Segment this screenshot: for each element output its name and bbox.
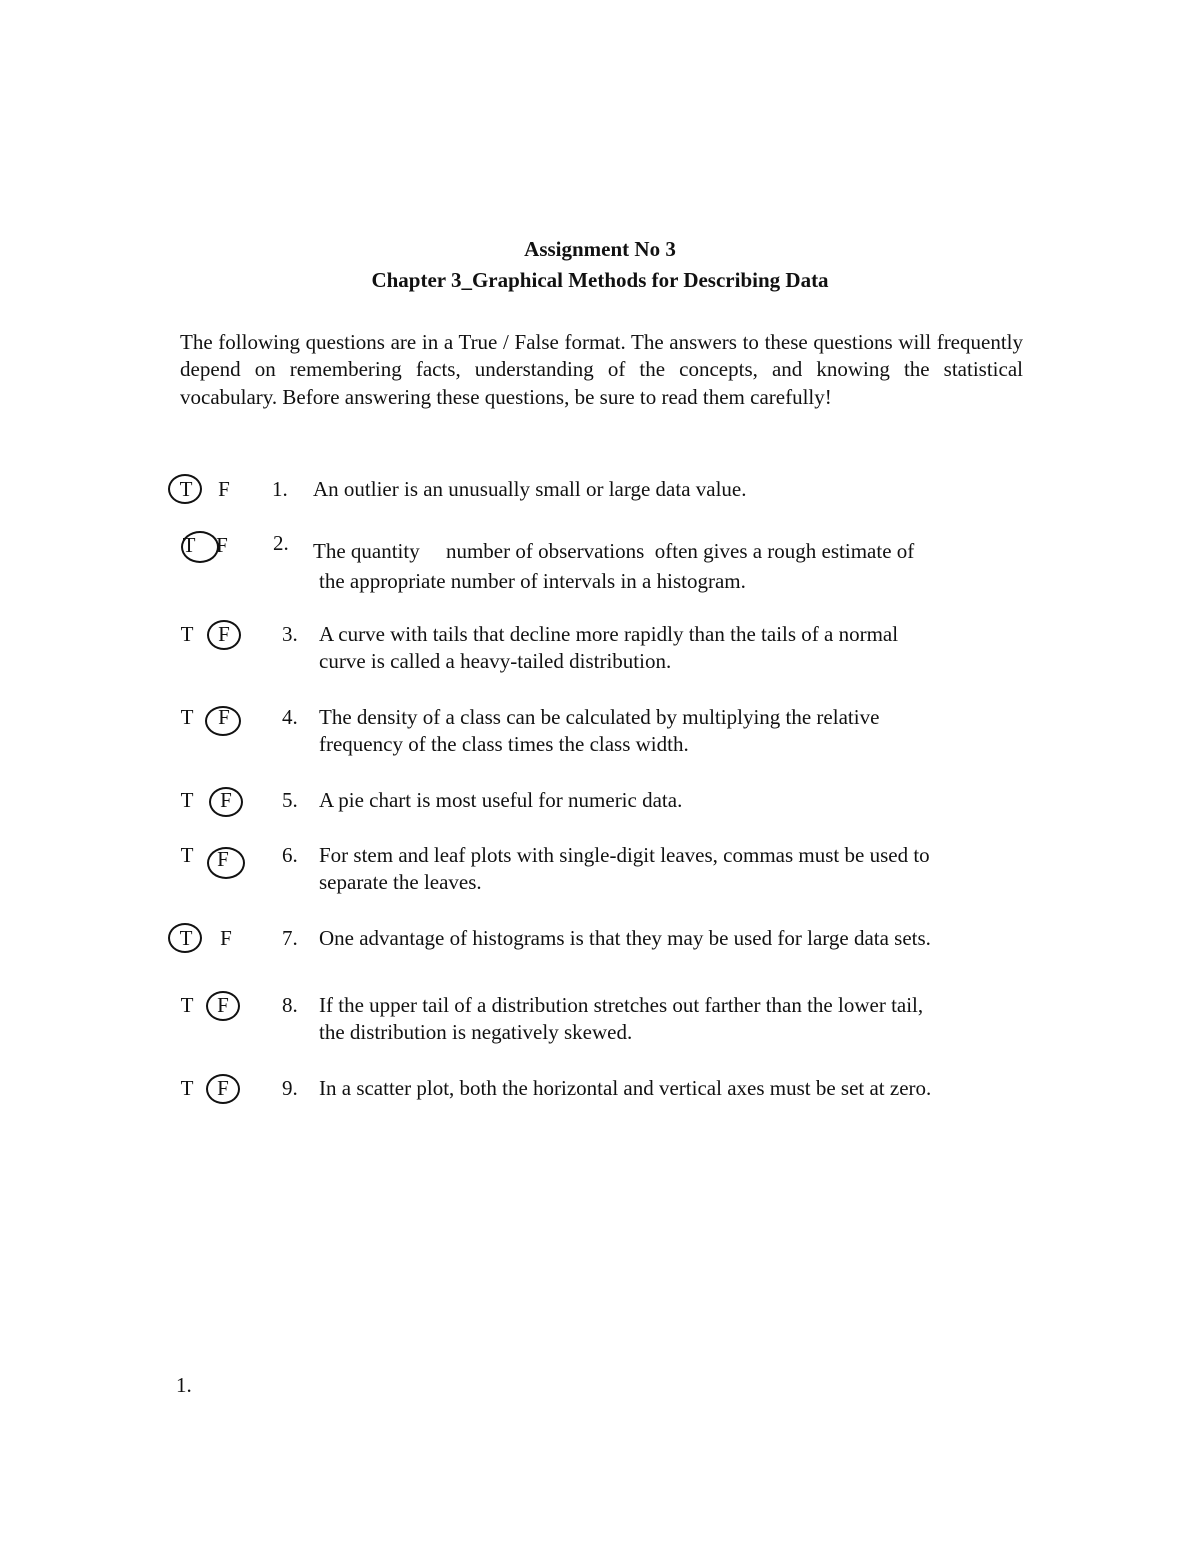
question-text (313, 536, 1033, 596)
question-text (319, 1075, 1039, 1102)
false-option: F (217, 1076, 229, 1100)
true-option: T (179, 926, 193, 950)
true-option: T (180, 622, 194, 646)
question-row (0, 787, 1200, 847)
false-option: F (218, 477, 230, 501)
question-line-2: the distribution is negatively skewed. (319, 1020, 633, 1044)
false-option: F (216, 533, 228, 557)
false-option: F (217, 847, 229, 871)
question-line-2: curve is called a heavy-tailed distribution. (319, 649, 672, 673)
instructions-paragraph: The following questions are in a True / False format. The answers to these questions will frequently depend on remembering facts, understanding of the concepts, and knowing the statistical vocabulary. Before answering these questions, be sure to read them carefully! (180, 330, 1023, 409)
question-number: 1. (272, 477, 288, 501)
question-row (0, 704, 1200, 764)
question-line-1: A curve with tails that decline more rapidly than the tails of a normal (319, 622, 899, 646)
assignment-title: Assignment No 3 (524, 237, 676, 261)
question-number: 5. (282, 788, 298, 812)
question-line-2: the appropriate number of intervals in a histogram. (319, 569, 746, 593)
question-number: 7. (282, 926, 298, 950)
false-option: F (220, 788, 232, 812)
question-row (0, 842, 1200, 902)
question-row (0, 532, 1200, 592)
question-row (0, 925, 1200, 985)
question-text (319, 992, 1039, 1046)
question-line-2: separate the leaves. (319, 870, 482, 894)
question-line-1: The density of a class can be calculated by multiplying the relative (319, 705, 880, 729)
question-row (0, 992, 1200, 1052)
question-text (319, 621, 1039, 675)
question-line-1: For stem and leaf plots with single-digit leaves, commas must be used to (319, 843, 930, 867)
question-line-1: The quantity number of observations often gives a rough estimate of (313, 539, 915, 563)
question-row (0, 621, 1200, 681)
question-line-1: In a scatter plot, both the horizontal and vertical axes must be set at zero. (319, 1076, 932, 1100)
question-line-1: An outlier is an unusually small or large data value. (313, 477, 747, 501)
question-row (0, 1075, 1200, 1135)
false-option: F (220, 926, 232, 950)
true-option: T (180, 788, 194, 812)
question-line-1: One advantage of histograms is that they may be used for large data sets. (319, 926, 931, 950)
true-option: T (180, 843, 194, 867)
question-number: 4. (282, 705, 298, 729)
question-number: 9. (282, 1076, 298, 1100)
page-number: 1. (176, 1373, 192, 1397)
question-number: 3. (282, 622, 298, 646)
question-number: 6. (282, 843, 298, 867)
question-number: 8. (282, 993, 298, 1017)
false-option: F (217, 993, 229, 1017)
true-option: T (180, 1076, 194, 1100)
question-text (313, 476, 1033, 503)
question-text (319, 842, 1039, 896)
question-text (319, 787, 1039, 814)
true-option: T (180, 705, 194, 729)
chapter-subtitle: Chapter 3_Graphical Methods for Describing Data (371, 268, 829, 292)
question-number: 2. (273, 531, 289, 555)
question-line-1: A pie chart is most useful for numeric data. (319, 788, 683, 812)
false-option: F (218, 622, 230, 646)
question-text (319, 704, 1039, 758)
question-row (0, 476, 1200, 536)
question-line-2: frequency of the class times the class width. (319, 732, 689, 756)
true-option: T (182, 533, 196, 557)
false-option: F (218, 705, 230, 729)
true-option: T (179, 477, 193, 501)
question-line-1: If the upper tail of a distribution stretches out farther than the lower tail, (319, 993, 924, 1017)
true-option: T (180, 993, 194, 1017)
question-text (319, 925, 1039, 952)
